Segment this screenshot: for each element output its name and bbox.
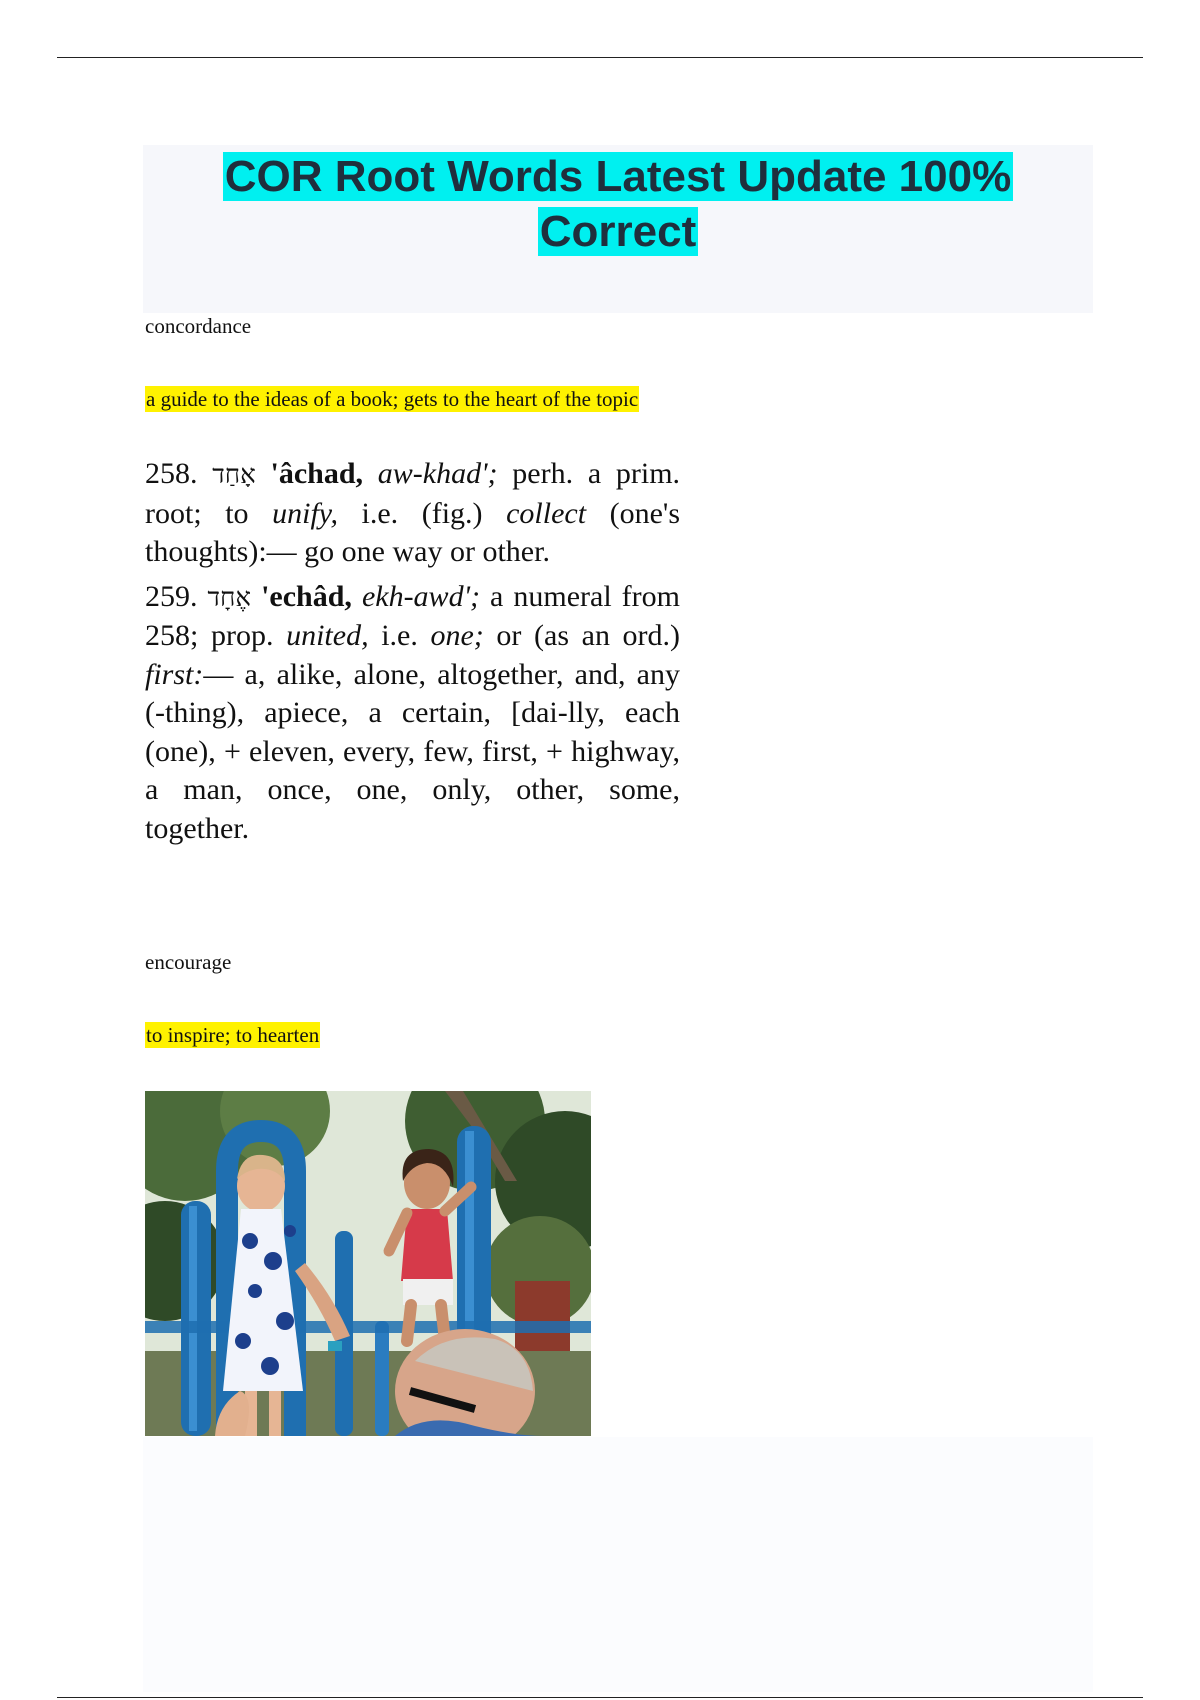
entry-text: i.e. (fig.): [361, 496, 483, 530]
footer-rule: [57, 1697, 1143, 1698]
entry-number: 259.: [145, 579, 198, 613]
photo-illustration: [145, 1091, 591, 1436]
entry-emphasis: unify,: [272, 496, 338, 530]
definition-concordance: [145, 387, 639, 411]
definition-encourage: [145, 1023, 320, 1047]
page-title-line-1: COR Root Words Latest Update 100%: [224, 152, 1012, 201]
entry-emphasis: first:: [145, 657, 204, 691]
definition-encourage-text: to inspire; to hearten: [146, 1023, 320, 1047]
entry-text: — a, alike, alone, altogether, and, any (-thing), apiece, a certain, [dai-lly, each (one), + eleven, every, few, first, + highway, a man, once, one, only, other, some, together.: [145, 657, 680, 845]
entry-text: i.e.: [381, 619, 418, 652]
entry-emphasis: one;: [430, 619, 484, 652]
term-concordance: concordance: [145, 314, 252, 338]
entry-emphasis: united,: [286, 619, 369, 652]
hebrew-word: אֶחָד: [207, 582, 252, 613]
term-encourage: encourage: [145, 950, 232, 974]
header-rule: [57, 57, 1143, 58]
entry-number: 258.: [145, 457, 198, 490]
lexicon-excerpt-image: [145, 455, 680, 900]
hebrew-word: אָחַד: [212, 460, 256, 490]
entry-text: a numeral from 258; prop.: [145, 579, 680, 652]
title-banner: [143, 145, 1093, 313]
entry-text: perh. a prim. root; to: [145, 457, 681, 530]
page-title-line-2: Correct: [539, 207, 697, 256]
definition-concordance-text: a guide to the ideas of a book; gets to the heart of the topic: [146, 387, 639, 411]
blank-card-area: [143, 1437, 1093, 1692]
entry-text: or (as an ord.): [496, 619, 681, 652]
entry-text: (one's thoughts):— go one way or other.: [145, 496, 681, 568]
lexicon-entry-259: [145, 578, 680, 849]
transliteration: 'âchad,: [270, 457, 364, 490]
entry-emphasis: collect: [506, 496, 587, 530]
pronunciation: aw-khad';: [377, 457, 498, 490]
pronunciation: ekh-awd';: [361, 579, 480, 613]
transliteration: 'echâd,: [261, 579, 352, 613]
lexicon-entry-258: [145, 455, 680, 572]
page-title: [223, 149, 1013, 259]
playground-photo: [145, 1091, 591, 1436]
